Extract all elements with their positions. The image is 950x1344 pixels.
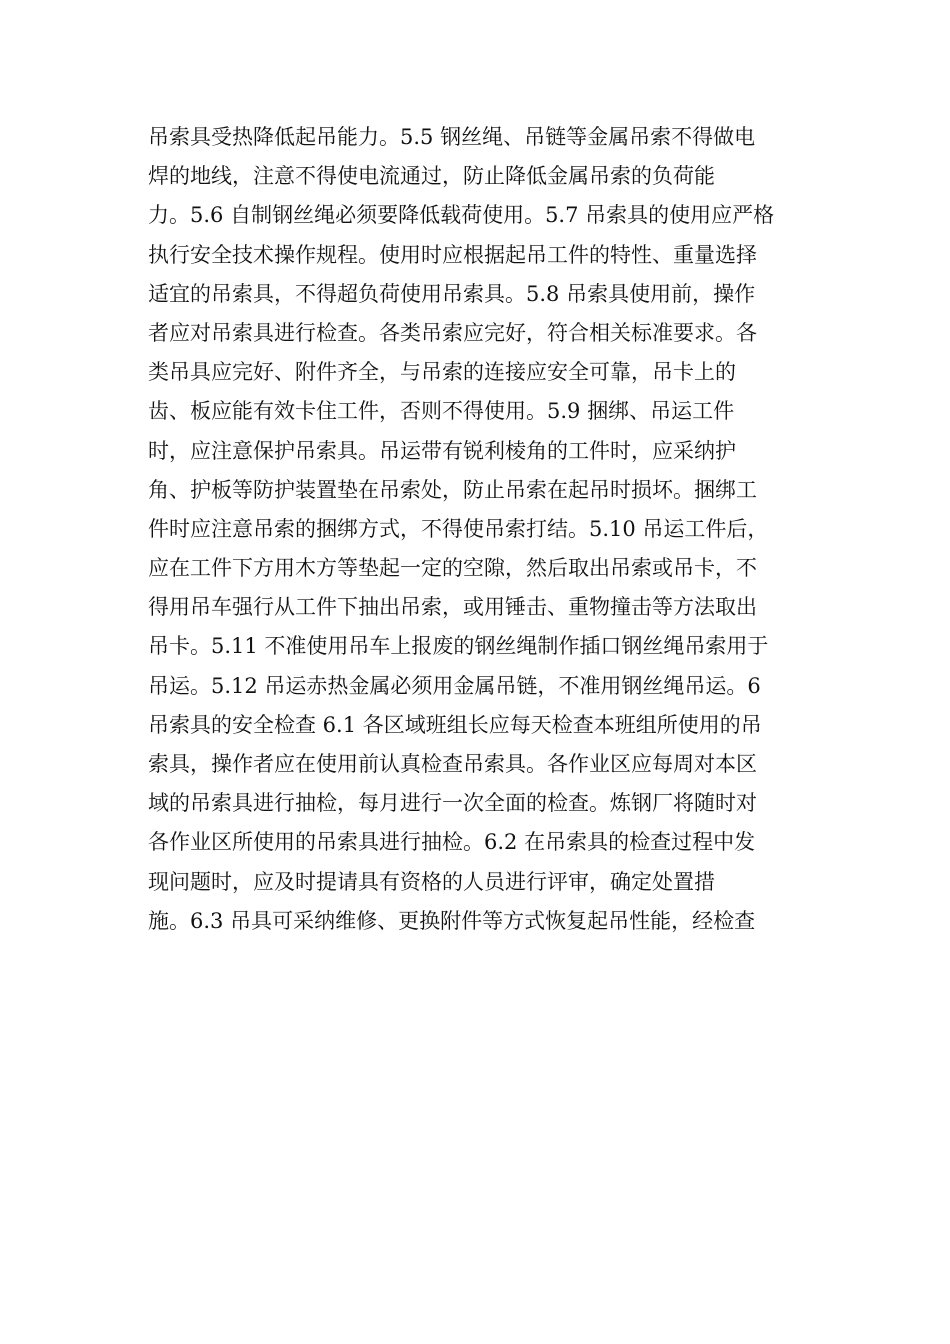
text-line-7: 类吊具应完好、附件齐全，与吊索的连接应安全可靠，吊卡上的 xyxy=(148,360,736,385)
text-line-17: 索具，操作者应在使用前认真检查吊索具。各作业区应每周对本区 xyxy=(148,752,757,776)
text-line-16: 吊索具的安全检查 6.1 各区域班组长应每天检查本班组所使用的吊 xyxy=(148,712,762,737)
text-line-19: 各作业区所使用的吊索具进行抽检。6.2 在吊索具的检查过程中发 xyxy=(148,830,756,855)
text-line-11: 件时应注意吊索的捆绑方式，不得使吊索打结。5.10 吊运工件后， xyxy=(148,516,769,541)
text-line-12: 应在工件下方用木方等垫起一定的空隙，然后取出吊索或吊卡，不 xyxy=(148,556,757,581)
text-line-21: 施。6.3 吊具可采纳维修、更换附件等方式恢复起吊性能，经检查 xyxy=(148,908,756,933)
text-line-2: 焊的地线，注意不得使电流通过，防止降低金属吊索的负荷能 xyxy=(148,164,715,189)
text-line-4: 执行安全技术操作规程。使用时应根据起吊工件的特性、重量选择 xyxy=(148,242,757,267)
text-line-14: 吊卡。5.11 不准使用吊车上报废的钢丝绳制作插口钢丝绳吊索用于 xyxy=(148,634,769,659)
text-line-6: 者应对吊索具进行检查。各类吊索应完好，符合相关标准要求。各 xyxy=(148,320,757,345)
text-line-8: 齿、板应能有效卡住工件，否则不得使用。5.9 捆绑、吊运工件 xyxy=(148,399,735,424)
text-line-18: 域的吊索具进行抽检，每月进行一次全面的检查。炼钢厂将随时对 xyxy=(148,791,757,816)
text-line-13: 得用吊车强行从工件下抽出吊索，或用锤击、重物撞击等方法取出 xyxy=(148,595,757,620)
text-line-9: 时，应注意保护吊索具。吊运带有锐利棱角的工件时，应采纳护 xyxy=(148,438,736,463)
text-line-15: 吊运。5.12 吊运赤热金属必须用金属吊链，不准用钢丝绳吊运。6 xyxy=(148,673,761,698)
text-line-20: 现问题时，应及时提请具有资格的人员进行评审，确定处置措 xyxy=(148,869,715,894)
text-line-10: 角、护板等防护装置垫在吊索处，防止吊索在起吊时损坏。捆绑工 xyxy=(148,477,757,502)
text-line-1: 吊索具受热降低起吊能力。5.5 钢丝绳、吊链等金属吊索不得做电 xyxy=(148,125,756,149)
body-text xyxy=(148,118,808,941)
text-line-3: 力。5.6 自制钢丝绳必须要降低载荷使用。5.7 吊索具的使用应严格 xyxy=(148,203,775,228)
text-line-5: 适宜的吊索具，不得超负荷使用吊索具。5.8 吊索具使用前，操作 xyxy=(148,281,756,306)
